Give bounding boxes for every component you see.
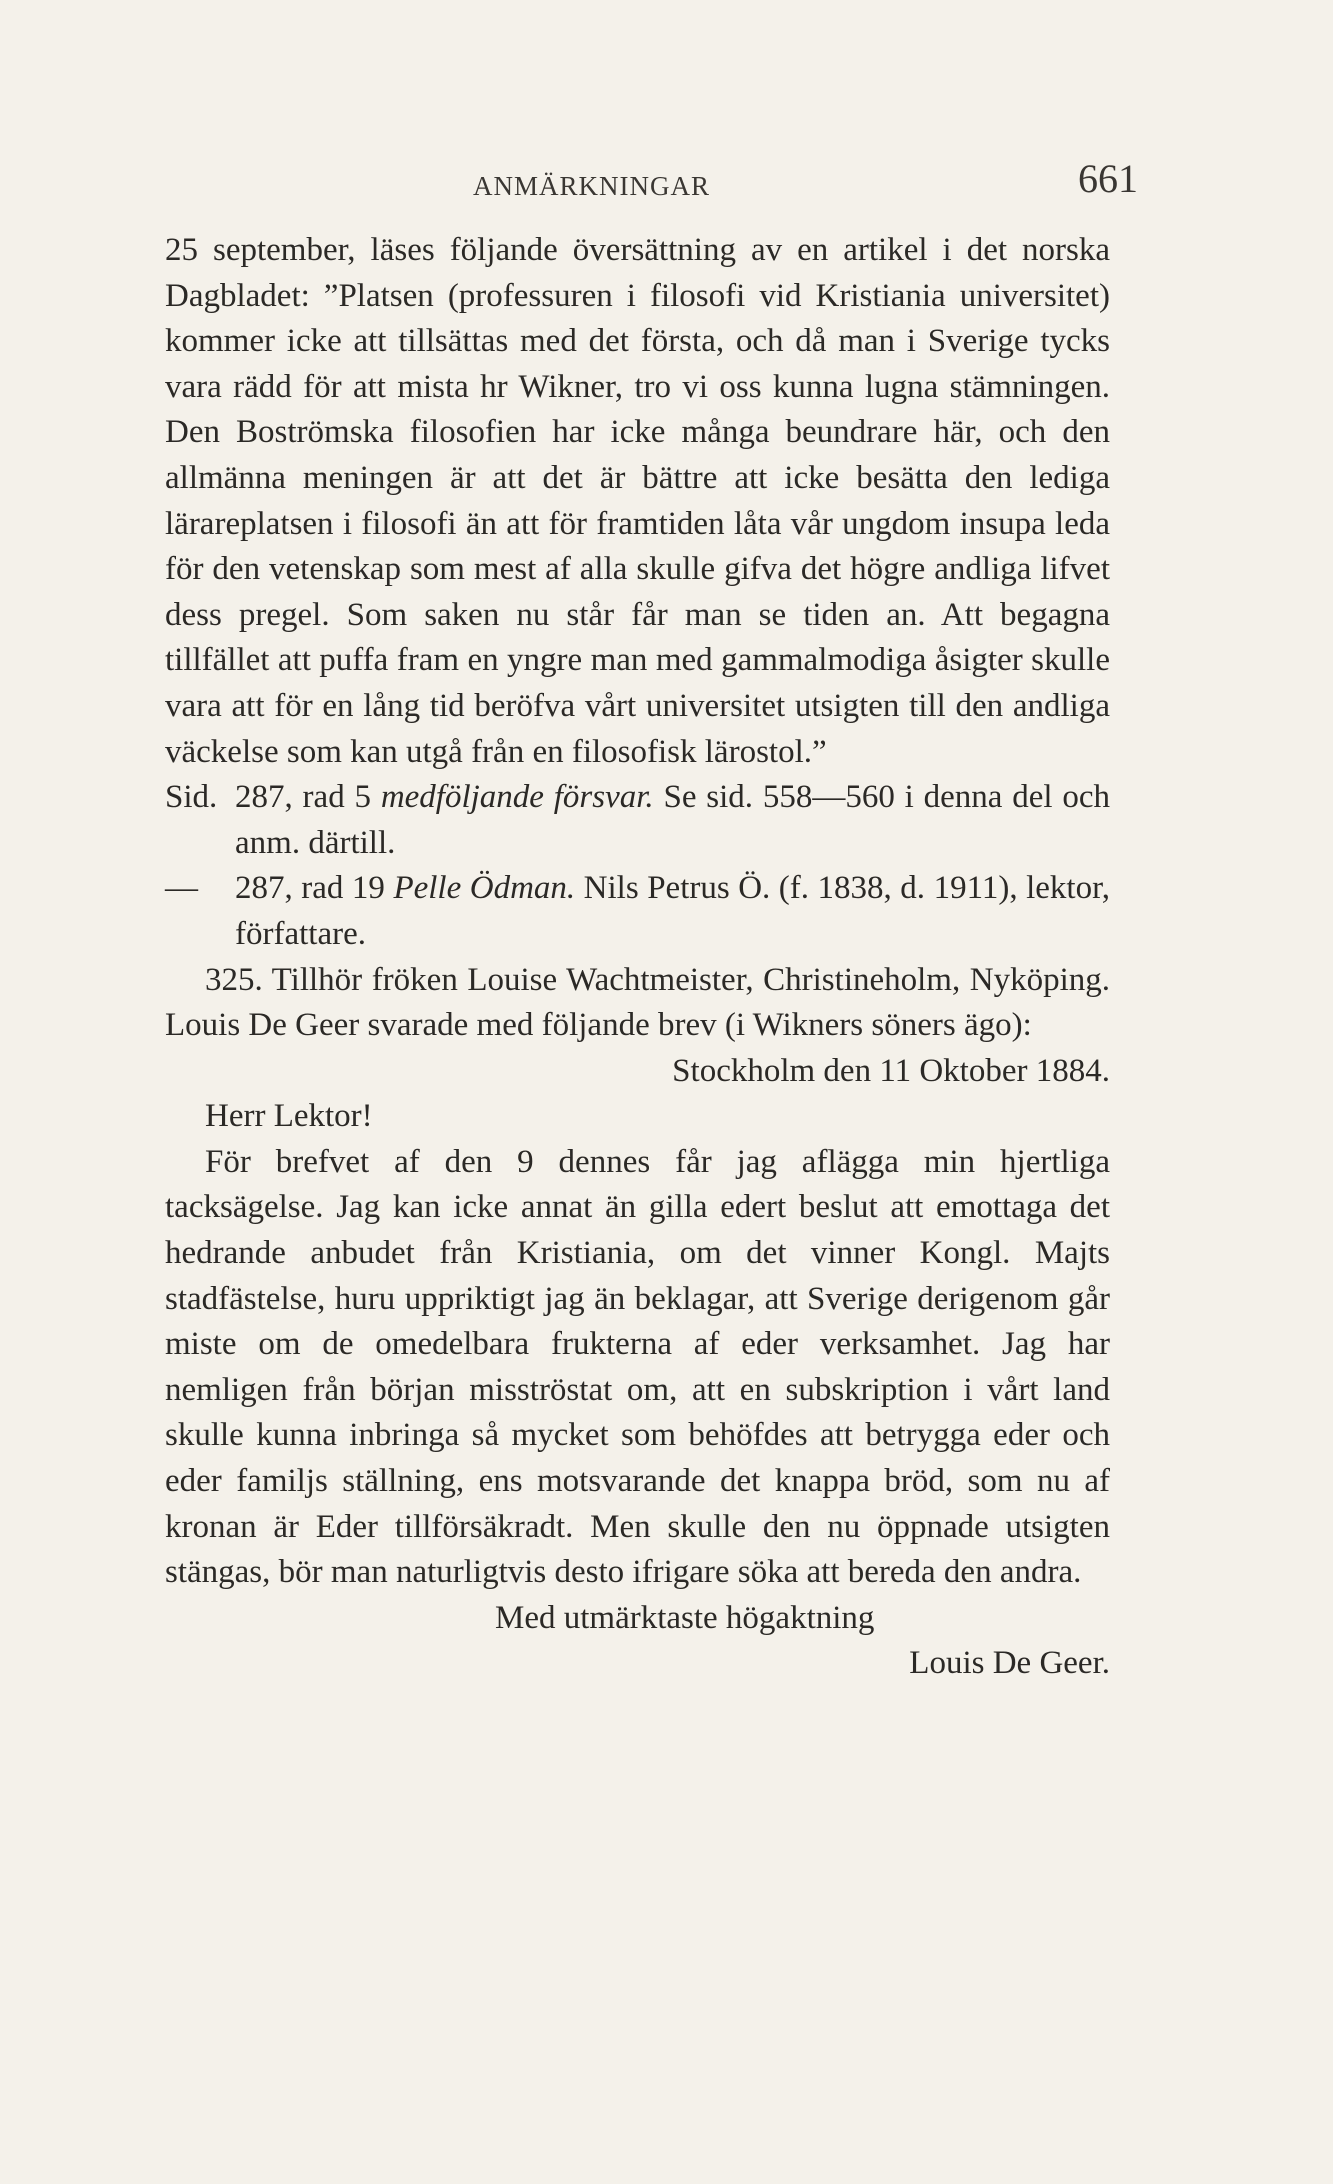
running-head: ANMÄRKNINGAR xyxy=(473,171,711,201)
letter-signature: Louis De Geer. xyxy=(909,1645,1110,1682)
reference-mark: — xyxy=(165,870,198,907)
reference-italic-title: Pelle Ödman. xyxy=(393,870,576,907)
note-325-paragraph: 325. Tillhör fröken Louise Wachtmeister, Christineholm, Nyköping. Louis De Geer svarade med följande brev (i Wikners söners ägo): xyxy=(165,961,1110,1044)
page-body xyxy=(165,228,1110,1687)
reference-note-287-19 xyxy=(165,866,1110,957)
reference-prefix: 287, rad 5 xyxy=(235,779,381,816)
reference-prefix: 287, rad 19 xyxy=(235,870,394,907)
letter-dateline: Stockholm den 11 Oktober 1884. xyxy=(672,1052,1110,1089)
letter-salutation: Herr Lektor! xyxy=(205,1098,373,1135)
page-header xyxy=(165,155,1138,215)
reference-suffix: Nils Petrus Ö. (f. 1838, d. 1911), lektor, författare. xyxy=(235,870,1110,952)
reference-italic-title: medföljande försvar. xyxy=(380,779,654,816)
reference-text xyxy=(235,775,1110,866)
reference-text xyxy=(235,866,1110,957)
reference-suffix: Se sid. 558—560 i denna del och anm. därtill. xyxy=(235,779,1111,861)
quoted-article-paragraph: 25 september, läses följande översättning av en artikel i det norska Dagbladet: ”Platsen (professuren i filosofi vid Kristiania universitet) kommer icke att tillsättas med det första, och då man i Sverige tycks vara rädd för att mista hr Wikner, tro vi oss kunna lugna stämningen. Den Boströmska filosofien har icke många beundrare här, och den allmänna meningen är att det är bättre att icke besätta den lediga lärareplatsen i filosofi än att för framtiden låta vår ungdom insupa leda för den vetenskap som mest af alla skulle gifva det högre andliga lifvet dess pregel. Som saken nu står får man se tiden an. Att begagna tillfället att puffa fram en yngre man med gammalmodiga åsigter skulle vara att för en lång tid beröfva vårt universitet utsigten till den andliga väckelse som kan utgå från en filosofisk lärostol.” xyxy=(165,232,1110,770)
reference-mark: Sid. xyxy=(165,779,218,816)
page-number: 661 xyxy=(1078,156,1138,201)
reference-note-287-5 xyxy=(165,775,1110,866)
letter-body: För brefvet af den 9 dennes får jag aflägga min hjertliga tacksägelse. Jag kan icke annat än gilla edert beslut att emottaga det hedrande anbudet från Kristiania, om det vinner Kongl. Majts stadfästelse, huru uppriktigt jag än beklagar, att Sverige derigenom går miste om de omedelbara frukterna af eder verksamhet. Jag har nemligen från början misströstat om, att en subskription i vårt land skulle kunna inbringa så mycket som behöfdes att betrygga eder och eder familjs ställning, ens motsvarande det knappa bröd, som nu af kronan är Eder tillförsäkradt. Men skulle den nu öppnade utsigten stängas, bör man naturligtvis desto ifrigare söka att bereda den andra. xyxy=(165,1143,1110,1591)
letter-closing: Med utmärktaste högaktning xyxy=(495,1599,875,1636)
